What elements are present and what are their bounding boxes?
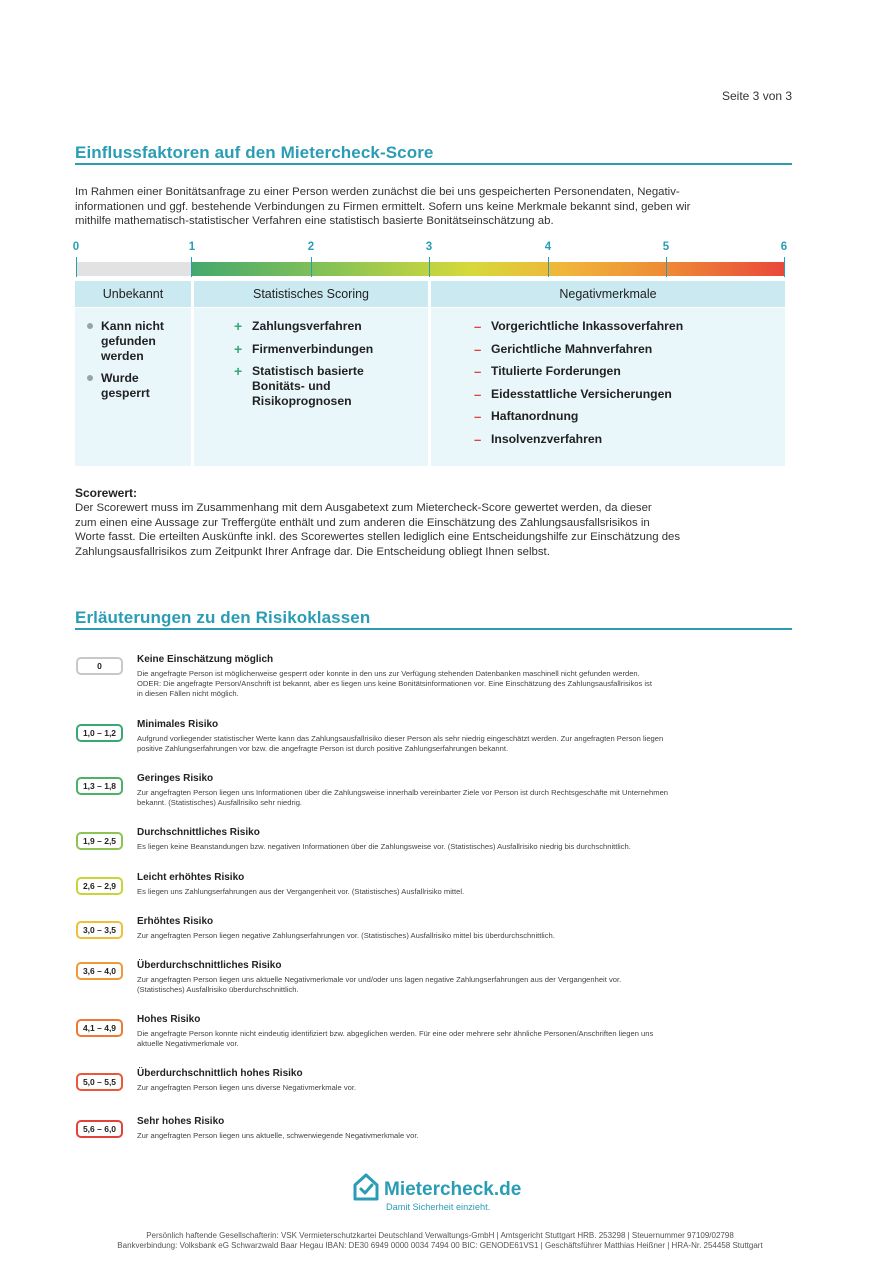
scale-bar-gradient [191, 262, 785, 276]
scale-tick [311, 257, 312, 277]
risk-badge: 1,3 – 1,8 [76, 777, 123, 795]
scorewert-line: Der Scorewert muss im Zusammenhang mit dem Ausgabetext zum Mietercheck-Score gewertet werden, da dieser [75, 502, 652, 514]
plus-icon: + [234, 363, 243, 379]
risk-badge: 4,1 – 4,9 [76, 1019, 123, 1037]
scale-label: 3 [425, 241, 433, 253]
column-header-unbekannt: Unbekannt [75, 281, 191, 307]
risk-badge: 5,6 – 6,0 [76, 1120, 123, 1138]
brand-tagline: Damit Sicherheit einzieht. [386, 1202, 491, 1212]
scorewert-title: Scorewert: [75, 486, 138, 500]
minus-icon: – [474, 432, 482, 447]
risk-title: Leicht erhöhtes Risiko [137, 872, 245, 883]
list-item: Kann nicht gefunden werden [101, 319, 164, 363]
list-item: Statistisch basierte Bonitäts- und Risikoprognosen [252, 364, 364, 408]
risk-title: Sehr hohes Risiko [137, 1116, 225, 1127]
scale-label: 1 [188, 241, 196, 253]
risk-title: Hohes Risiko [137, 1014, 201, 1025]
risk-desc-line: Zur angefragten Person liegen uns aktuelle, schwerwiegende Negativmerkmale vor. [137, 1131, 419, 1140]
risk-desc-line: Zur angefragten Person liegen negative Zahlungserfahrungen vor. (Statistisches) Ausfallrisiko mittel bis überdurchschnittlich. [137, 931, 555, 940]
risk-desc-line: Zur angefragten Person liegen uns aktuelle Negativmerkmale vor und/oder uns lagen negative Zahlungserfahrungen aus der Vergangenheit vor. [137, 975, 622, 984]
risk-desc-line: Es liegen keine Beanstandungen bzw. negativen Informationen über die Zahlungsweise vor. (Statistisches) Ausfallrisiko niedrig bis durchschnittlich. [137, 842, 631, 851]
column-header-negativmerkmale: Negativmerkmale [431, 281, 785, 307]
risk-desc-line: in diesen Fällen nicht möglich. [137, 689, 239, 699]
column-unbekannt [75, 308, 191, 466]
plus-icon: + [234, 341, 243, 357]
risk-badge: 3,0 – 3,5 [76, 921, 123, 939]
minus-icon: – [474, 364, 482, 379]
scale-bar-unknown [76, 262, 191, 276]
risk-description [137, 734, 782, 754]
scorewert-line: zum einen eine Aussage zur Treffergüte enthält und zum anderen die Einschätzung des Zahlungsausfallsrisikos in [75, 516, 650, 529]
risk-description [137, 1131, 782, 1141]
list-item: Vorgerichtliche Inkassoverfahren [491, 319, 684, 333]
risk-description [137, 975, 782, 995]
section-heading-risikoklassen: Erläuterungen zu den Risikoklassen [75, 608, 371, 627]
list-item: Firmenverbindungen [252, 342, 374, 356]
risk-description [137, 842, 782, 852]
scale-tick [666, 257, 667, 277]
risk-title: Keine Einschätzung möglich [137, 654, 274, 665]
risk-badge: 5,0 – 5,5 [76, 1073, 123, 1091]
scale-tick [429, 257, 430, 277]
risk-title: Minimales Risiko [137, 719, 219, 730]
heading-divider [75, 628, 792, 630]
intro-paragraph [75, 185, 775, 229]
risk-badge: 1,0 – 1,2 [76, 724, 123, 742]
scale-tick [191, 257, 192, 277]
scorewert-paragraph [75, 501, 725, 559]
minus-icon: – [474, 409, 482, 424]
risk-title: Überdurchschnittliches Risiko [137, 960, 282, 971]
section-heading-einflussfaktoren: Einflussfaktoren auf den Mietercheck-Score [75, 143, 434, 162]
heading-divider [75, 163, 792, 165]
risk-description [137, 788, 782, 808]
scorewert-line: Worte fasst. Die erteilten Auskünfte inkl. des Scorewertes stellen lediglich eine Entscheidungshilfe zur Einschätzung des [75, 531, 681, 543]
minus-icon: – [474, 319, 482, 334]
risk-desc-line: (Statistisches) Ausfallrisiko überdurchschnittlich. [137, 985, 299, 995]
list-item: Eidesstattliche Versicherungen [491, 387, 672, 401]
risk-description [137, 931, 782, 941]
list-item: Insolvenzverfahren [491, 432, 603, 446]
list-item: Haftanordnung [491, 409, 579, 423]
risk-title: Überdurchschnittlich hohes Risiko [137, 1068, 303, 1079]
intro-line: informationen und ggf. bestehende Verbindungen zu Firmen ermittelt. Sofern uns keine Merkmale bekannt sind, geben wir [75, 200, 691, 213]
risk-desc-line: positive Zahlungserfahrungen vor bzw. die angefragte Person ist durch positive Zahlungserfahrungen bekannt. [137, 744, 509, 754]
list-item: Gerichtliche Mahnverfahren [491, 342, 653, 356]
risk-badge: 2,6 – 2,9 [76, 877, 123, 895]
house-check-icon [352, 1172, 380, 1207]
intro-line: Im Rahmen einer Bonitätsanfrage zu einer Person werden zunächst die bei uns gespeicherten Personendaten, Negativ- [75, 186, 680, 198]
footer-line: Persönlich haftende Gesellschafterin: VSK Vermieterschutzkartei Deutschland Verwaltungs-GmbH | Amtsgericht Stuttgart HRB. 253298 | Steuernummer 97109/02798 [146, 1231, 734, 1240]
minus-icon: – [474, 387, 482, 402]
risk-title: Geringes Risiko [137, 773, 214, 784]
bullet-icon [87, 375, 93, 381]
intro-line: mithilfe mathematisch-statistischer Verfahren eine statistisch basierte Bonitätseinschätzung ab. [75, 215, 554, 227]
risk-title: Erhöhtes Risiko [137, 916, 214, 927]
risk-desc-line: Zur angefragten Person liegen uns Informationen über die Zahlungsweise innerhalb vereinbarter Ziele vor Person ist durch Rechtsgeschäfte mit Unternehmen [137, 788, 669, 797]
scorewert-line: Zahlungsausfallrisikos zum Zeitpunkt Ihrer Anfrage dar. Die Entscheidung obliegt Ihnen selbst. [75, 545, 550, 558]
list-item: Zahlungsverfahren [252, 319, 362, 333]
risk-desc-line: Die angefragte Person konnte nicht eindeutig identifiziert bzw. abgeglichen werden. Für eine oder mehrere sehr ähnliche Personen/Anschriften liegen uns [137, 1029, 654, 1038]
minus-icon: – [474, 342, 482, 357]
scale-label: 2 [307, 241, 315, 253]
risk-desc-line: Die angefragte Person ist möglicherweise gesperrt oder konnte in den uns zur Verfügung stehenden Datenbanken maschinell nicht gefunden werden. [137, 669, 640, 678]
scale-label: 0 [72, 241, 80, 253]
risk-desc-line: bekannt. (Statistisches) Ausfallrisiko sehr niedrig. [137, 798, 303, 808]
list-item: Wurde gesperrt [101, 371, 150, 400]
risk-desc-line: Aufgrund vorliegender statistischer Werte kann das Zahlungsausfallrisiko dieser Person als sehr niedrig eingeschätzt werden. Zur angefragten Person liegen [137, 734, 664, 743]
risk-badge: 1,9 – 2,5 [76, 832, 123, 850]
scale-label: 6 [780, 241, 788, 253]
scale-label: 4 [544, 241, 552, 253]
column-negativmerkmale [431, 308, 785, 466]
risk-title: Durchschnittliches Risiko [137, 827, 260, 838]
risk-description [137, 887, 782, 897]
list-item: Titulierte Forderungen [491, 364, 621, 378]
risk-badge: 0 [76, 657, 123, 675]
column-scoring [194, 308, 428, 466]
scale-tick [548, 257, 549, 277]
risk-desc-line: aktuelle Negativmerkmale vor. [137, 1039, 239, 1049]
page-number: Seite 3 von 3 [722, 89, 793, 103]
scale-tick [76, 257, 77, 277]
risk-description [137, 1029, 782, 1049]
footer-line: Bankverbindung: Volksbank eG Schwarzwald Baar Hegau IBAN: DE30 6949 0000 0034 7494 00 BIC: GENODE61VS1 | Geschäftsführer Matthias Heißner | HRA-Nr. 254458 Stuttgart [117, 1241, 763, 1250]
scale-tick [784, 257, 785, 277]
column-header-scoring: Statistisches Scoring [194, 281, 428, 307]
risk-badge: 3,6 – 4,0 [76, 962, 123, 980]
brand-name: Mietercheck.de [384, 1179, 522, 1200]
plus-icon: + [234, 318, 243, 334]
scale-label: 5 [662, 241, 670, 253]
risk-description [137, 1083, 782, 1093]
risk-desc-line: Zur angefragten Person liegen uns diverse Negativmerkmale vor. [137, 1083, 357, 1092]
bullet-icon [87, 323, 93, 329]
risk-desc-line: Es liegen uns Zahlungserfahrungen aus der Vergangenheit vor. (Statistisches) Ausfallrisiko mittel. [137, 887, 465, 896]
risk-description [137, 669, 782, 700]
risk-desc-line: ODER: Die angefragte Person/Anschrift ist bekannt, aber es liegen uns keine Bonitätsinformationen vor. Eine Einschätzung des Zahlungsausfallrisikos ist [137, 679, 652, 689]
